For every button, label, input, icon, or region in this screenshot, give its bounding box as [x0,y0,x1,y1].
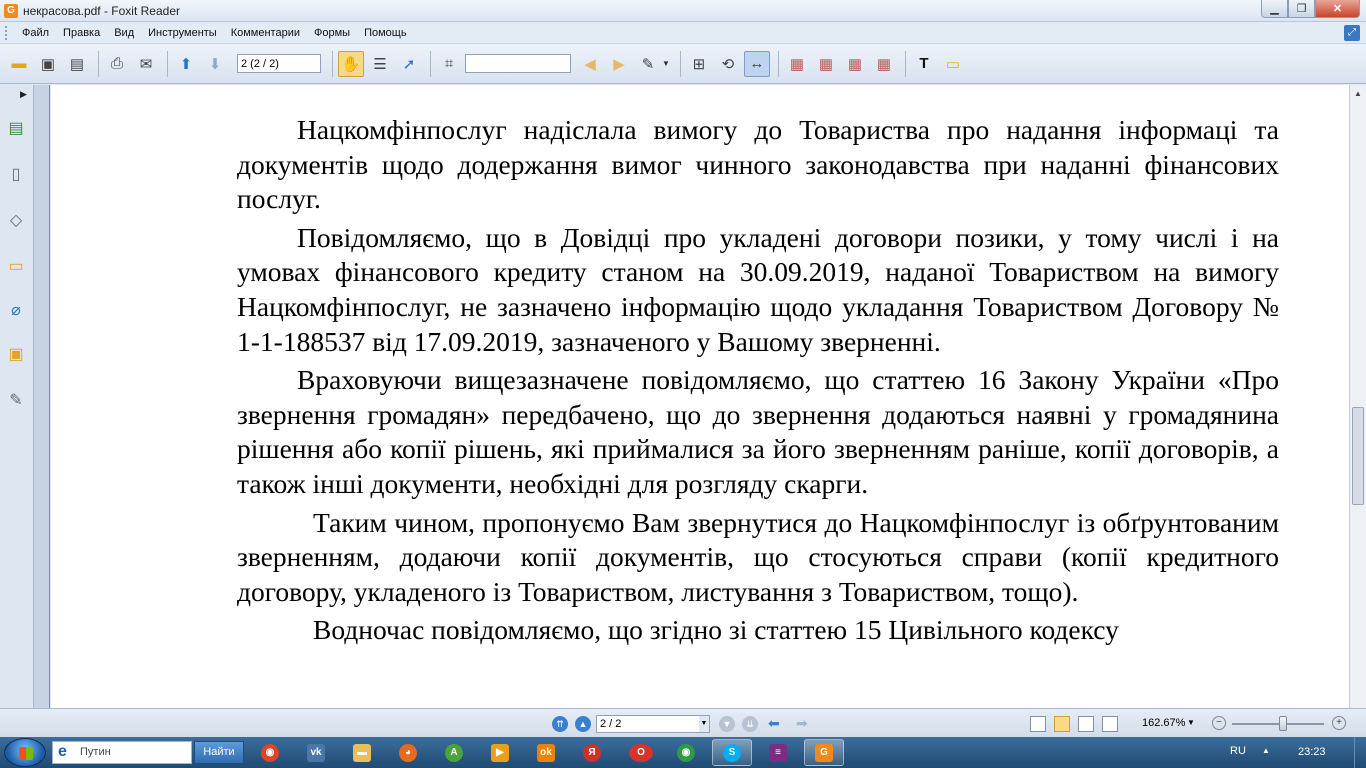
window-controls [1261,0,1360,18]
document-paragraph: Нацкомфінпослуг надіслала вимогу до Товариства про надання інформаці та документів щодо додержання вимог чинного законодавства при наданні фінансових послуг. [237,114,1279,215]
toolbar-separator [905,51,906,77]
side-panel-splitter[interactable] [34,85,50,708]
zoom-in-icon[interactable]: + [1332,716,1346,730]
document-paragraph: Водночас повідомляємо, що згідно зі статтею 15 Цивільного кодексу [313,614,1119,646]
pdf-create-icon[interactable]: ▦ [789,55,805,73]
maximize-button[interactable]: ❐ [1288,0,1315,18]
panel-expand-icon[interactable]: ▶ [20,89,27,99]
media-icon[interactable]: ▶ [480,739,520,766]
start-button[interactable] [4,738,46,767]
pdf-export-icon[interactable]: ▦ [847,55,863,73]
clock[interactable]: 23:23 [1298,746,1326,758]
toolbar-separator [430,51,431,77]
firefox-icon[interactable]: ◕ [388,739,428,766]
vk-icon[interactable]: vk [296,739,336,766]
email-icon[interactable]: ✉ [139,55,153,73]
chevron-down-icon[interactable]: ▼ [1187,718,1195,727]
winrar-icon[interactable]: ≡ [758,739,798,766]
document-view[interactable] [51,85,1349,708]
next-page-icon[interactable]: ⬇ [208,55,222,73]
continuous-view-icon[interactable] [1054,716,1070,732]
menu-comments[interactable]: Комментарии [230,26,301,39]
menu-edit[interactable]: Правка [63,26,101,39]
zoom-value[interactable]: 162.67% [1142,717,1186,729]
windows-logo-icon [19,747,33,760]
hand-tool-icon[interactable]: ✋ [338,51,364,77]
menu-bar [0,22,1366,44]
vertical-scrollbar[interactable] [1349,85,1366,708]
last-page-icon[interactable]: ⇊ [742,716,758,732]
security-icon[interactable]: ▣ [8,346,24,363]
toolbar-separator [167,51,168,77]
page-selector-value: 2 / 2 [600,718,622,730]
zoom-out-icon[interactable]: − [1212,716,1226,730]
prev-page-icon[interactable]: ▲ [575,716,591,732]
page-number-input[interactable] [237,54,321,73]
menu-view[interactable]: Вид [114,26,135,39]
save-icon[interactable]: ▣ [40,55,56,73]
continuous-facing-view-icon[interactable] [1102,716,1118,732]
fit-page-icon[interactable]: ⟲ [721,55,735,73]
signature-icon[interactable]: ✎ [9,392,23,409]
language-indicator[interactable]: RU [1230,745,1246,757]
document-paragraph: Таким чином, пропонуємо Вам звернутися до Нацкомфінпослуг із обґрунтованим зверненням, додаючи копії документів, що стосуються справи (копії кредитного договору, укладеного із Товариством, листування з Товариством, тощо). [237,506,1279,607]
typewriter-icon[interactable]: T [919,55,929,72]
document-paragraph: Повідомляємо, що в Довідці про укладені договори позики, у тому числі і на умовах фінансового кредиту станом на 30.09.2019, наданої Товариством на вимогу Нацкомфінпослуг, не зазначено інформацію щодо укладання Товариством Договору № 1-1-188537 від 17.09.2019, зазначеного у Вашому зверненні. [237,221,1279,357]
taskbar-search-text[interactable]: Путин [80,746,111,758]
comments-icon[interactable]: ▭ [8,258,24,275]
bookmarks-icon[interactable]: ▯ [11,166,21,183]
scrollbar-thumb[interactable] [1352,407,1364,505]
page-selector[interactable] [596,715,710,733]
odnoklassniki-icon[interactable]: ok [526,739,566,766]
facing-view-icon[interactable] [1078,716,1094,732]
yandex-icon[interactable]: Я [572,739,612,766]
close-button[interactable]: ✕ [1315,0,1360,18]
green-app-icon[interactable]: A [434,739,474,766]
pdf-image-icon[interactable]: ▦ [876,55,892,73]
chrome-icon[interactable]: ◉ [666,739,706,766]
zoom-slider-thumb[interactable] [1279,716,1287,731]
menu-forms[interactable]: Формы [314,26,351,39]
toolbar [0,44,1366,84]
menu-file[interactable]: Файл [22,26,50,39]
highlight-icon[interactable]: ✎ [641,55,655,73]
first-page-icon[interactable]: ⇈ [552,716,568,732]
opera-icon[interactable]: O [618,739,664,766]
search-input[interactable] [465,54,571,73]
select-text-icon[interactable]: ☰ [373,55,387,73]
taskbar-search-box[interactable] [52,741,192,764]
find-button[interactable]: Найти [194,741,244,764]
chevron-down-icon[interactable]: ▼ [699,716,709,732]
search-next-icon[interactable]: ▶ [613,55,625,73]
forward-arrow-icon[interactable]: ➡ [796,715,808,731]
minimize-button[interactable]: ▁ [1261,0,1288,18]
side-panel [0,85,34,708]
comment-icon[interactable]: ▭ [945,55,961,73]
fit-width-icon[interactable]: ↔ [744,51,770,77]
toolbar-separator [680,51,681,77]
toolbar-separator [98,51,99,77]
attachments-icon[interactable]: ⌀ [11,302,21,319]
print-icon[interactable]: ⎙ [110,55,123,72]
pdf-convert-icon[interactable]: ▦ [818,55,834,73]
taskbar [0,737,1366,768]
menu-grip [5,26,9,40]
search-prev-icon[interactable]: ◀ [584,55,596,73]
scroll-up-icon[interactable]: ▲ [1354,89,1362,98]
chrome-red-icon[interactable]: ◉ [250,739,290,766]
foxit-icon: G [4,4,18,18]
next-page-icon[interactable]: ▼ [719,716,735,732]
pages-icon[interactable]: ▤ [8,120,24,137]
document-text [237,113,1279,648]
status-bar [0,708,1366,737]
show-desktop-button[interactable] [1354,737,1366,768]
skype-icon[interactable]: S [712,739,752,766]
foxit-icon[interactable]: G [804,739,844,766]
title-bar [0,0,1366,22]
menu-help[interactable]: Помощь [364,26,407,39]
back-arrow-icon[interactable]: ⬅ [768,715,780,731]
show-hidden-icons-icon[interactable]: ▲ [1262,746,1270,755]
save-all-icon[interactable]: ▤ [69,55,85,73]
select-arrow-icon[interactable]: ➚ [402,55,416,73]
window-title: некрасова.pdf - Foxit Reader [23,3,180,18]
prev-page-icon[interactable]: ⬆ [179,55,193,73]
ie-search-icon: e [58,743,67,760]
folder-icon[interactable]: ▬ [342,739,382,766]
menu-tools[interactable]: Инструменты [148,26,217,39]
find-binoculars-icon[interactable]: ⌗ [444,55,454,72]
restore-icon[interactable]: ⤢ [1344,25,1360,41]
toolbar-separator [332,51,333,77]
single-page-view-icon[interactable] [1030,716,1046,732]
layers-icon[interactable]: ◇ [9,212,23,229]
toolbar-separator [778,51,779,77]
open-folder-icon[interactable]: ▬ [11,55,27,72]
document-paragraph: Враховуючи вищезазначене повідомляємо, що статтею 16 Закону України «Про звернення громадян» передбачено, що до звернення додаються наявні у громадянина рішення або копії рішень, які приймалися за його зверненням раніше, копії договорів, а також інші документи, необхідні для розгляду скарги. [237,364,1279,499]
actual-size-icon[interactable]: ⊞ [692,55,706,73]
chevron-down-icon[interactable]: ▼ [662,59,670,68]
